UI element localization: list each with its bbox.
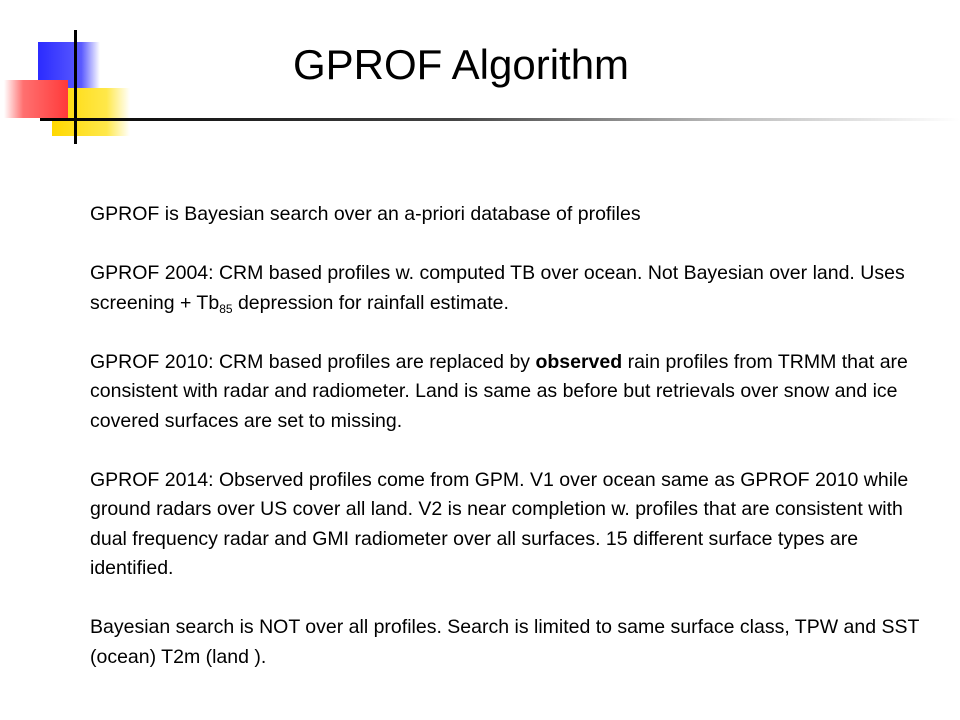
slide-body (90, 200, 920, 672)
gprof-2004-text-end: depression for rainfall estimate. (232, 291, 509, 314)
gprof-2010-text-end: rain profiles from TRMM that are consistent with radar and radiometer. Land is same as before but retrievals over snow and ice covered surfaces are set to missing. (90, 350, 908, 432)
gprof-2010-text-start: GPROF 2010: CRM based profiles are replaced by (90, 350, 536, 373)
paragraph-gprof-2004 (90, 259, 920, 318)
gprof-2004-text-start: GPROF 2004: CRM based profiles w. computed TB over ocean. Not Bayesian over land. Uses screening + Tb (90, 262, 905, 314)
slide-title: GPROF Algorithm (292, 41, 630, 88)
title-underline (40, 118, 960, 121)
tb-subscript: 85 (219, 301, 233, 316)
paragraph-bayesian-search: Bayesian search is NOT over all profiles. Search is limited to same surface class, TPW and SST (ocean) T2m (land ). (90, 616, 920, 668)
observed-bold-word: observed (535, 350, 623, 373)
paragraph-gprof-2010 (90, 348, 920, 437)
paragraph-intro: GPROF is Bayesian search over an a-priori database of profiles (90, 203, 641, 225)
paragraph-gprof-2014: GPROF 2014: Observed profiles come from GPM. V1 over ocean same as GPROF 2010 while ground radars over US cover all land. V2 is near completion w. profiles that are consistent with dual frequency radar and GMI radiometer over all surfaces. 15 different surface types are identified. (90, 468, 909, 579)
